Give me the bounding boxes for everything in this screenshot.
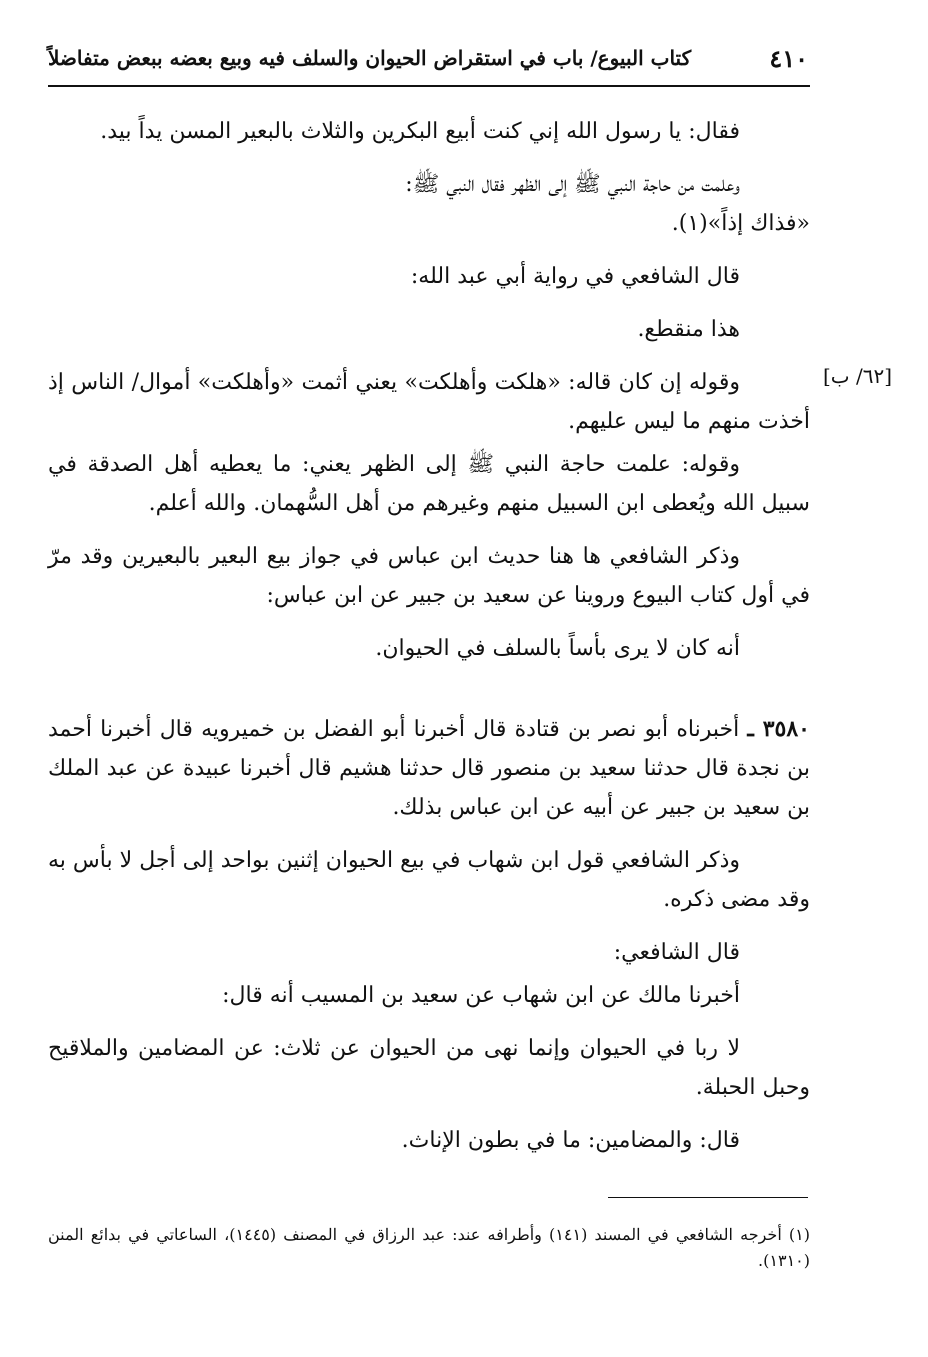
paragraph: قال: والمضامين: ما في بطون الإناث. — [401, 1128, 740, 1153]
section-gap — [48, 682, 810, 710]
paragraph: وعلمت من حاجة النبي ﷺ إلى الظهر فقال النبي ﷺ: — [405, 172, 740, 197]
footnote: (١) أخرجه الشافعي في المسند (١٤١) وأطرافه عند: عبد الرزاق في المصنف (١٤٤٥)، الساعاتي في بدائع المنن (١٣١٠). — [48, 1225, 810, 1270]
page-header — [48, 40, 808, 80]
page-number: ٤١٠ — [769, 44, 808, 73]
footnote-divider — [608, 1197, 808, 1198]
paragraph: قال الشافعي في رواية أبي عبد الله: — [410, 264, 740, 289]
hadith-text: أخبرناه أبو نصر بن قتادة قال أخبرنا أبو الفضل بن خميرويه قال أخبرنا أحمد بن نجدة قال حدثنا سعيد بن منصور قال حدثنا هشيم قال أخبرنا عبيدة عن عبد الملك بن سعيد بن جبير عن أبيه عن ابن عباس بذلك. — [48, 717, 810, 820]
main-text — [48, 112, 810, 1174]
paragraph: هذا منقطع. — [637, 317, 740, 342]
paragraph: لا ربا في الحيوان وإنما نهى من الحيوان عن ثلاث: عن المضامين والملاقيح وحبل الحبلة. — [48, 1036, 810, 1100]
paragraph: وذكر الشافعي قول ابن شهاب في بيع الحيوان إثنين بواحد إلى أجل لا بأس به وقد مضى ذكره. — [48, 848, 810, 912]
paragraph: أخبرنا مالك عن ابن شهاب عن سعيد بن المسيب أنه قال: — [222, 983, 740, 1008]
hadith-number: ٣٥٨٠ ـ — [747, 716, 810, 742]
paragraph: قال الشافعي: — [613, 940, 740, 965]
manuscript-folio-marker: [٦٢/ ب] — [822, 364, 892, 388]
paragraph: أنه كان لا يرى بأساً بالسلف في الحيوان. — [375, 636, 740, 661]
paragraph: وذكر الشافعي ها هنا حديث ابن عباس في جواز بيع البعير بالبعيرين وقد مرّ في أول كتاب البيوع وروينا عن سعيد بن جبير عن ابن عباس: — [48, 544, 810, 608]
paragraph: فقال: يا رسول الله إني كنت أبيع البكرين والثلاث بالبعير المسن يداً بيد. — [100, 119, 740, 144]
quote-line: «فذاك إذاً»(١). — [671, 211, 810, 236]
paragraph: وقوله إن كان قاله: «هلكت وأهلكت» يعني أثمت «وأهلكت» أموال/ الناس إذ أخذت منهم ما ليس عليهم. — [48, 370, 810, 434]
header-divider — [48, 85, 810, 87]
running-title: كتاب البيوع/ باب في استقراض الحيوان والسلف فيه وبيع بعضه ببعض متفاضلاً — [48, 46, 692, 70]
hadith-paragraph — [48, 710, 810, 827]
paragraph: وقوله: علمت حاجة النبي ﷺ إلى الظهر يعني: ما يعطيه أهل الصدقة في سبيل الله ويُعطى ابن السبيل منهم وغيرهم من أهل السُّهمان. والله أعلم. — [48, 452, 810, 516]
